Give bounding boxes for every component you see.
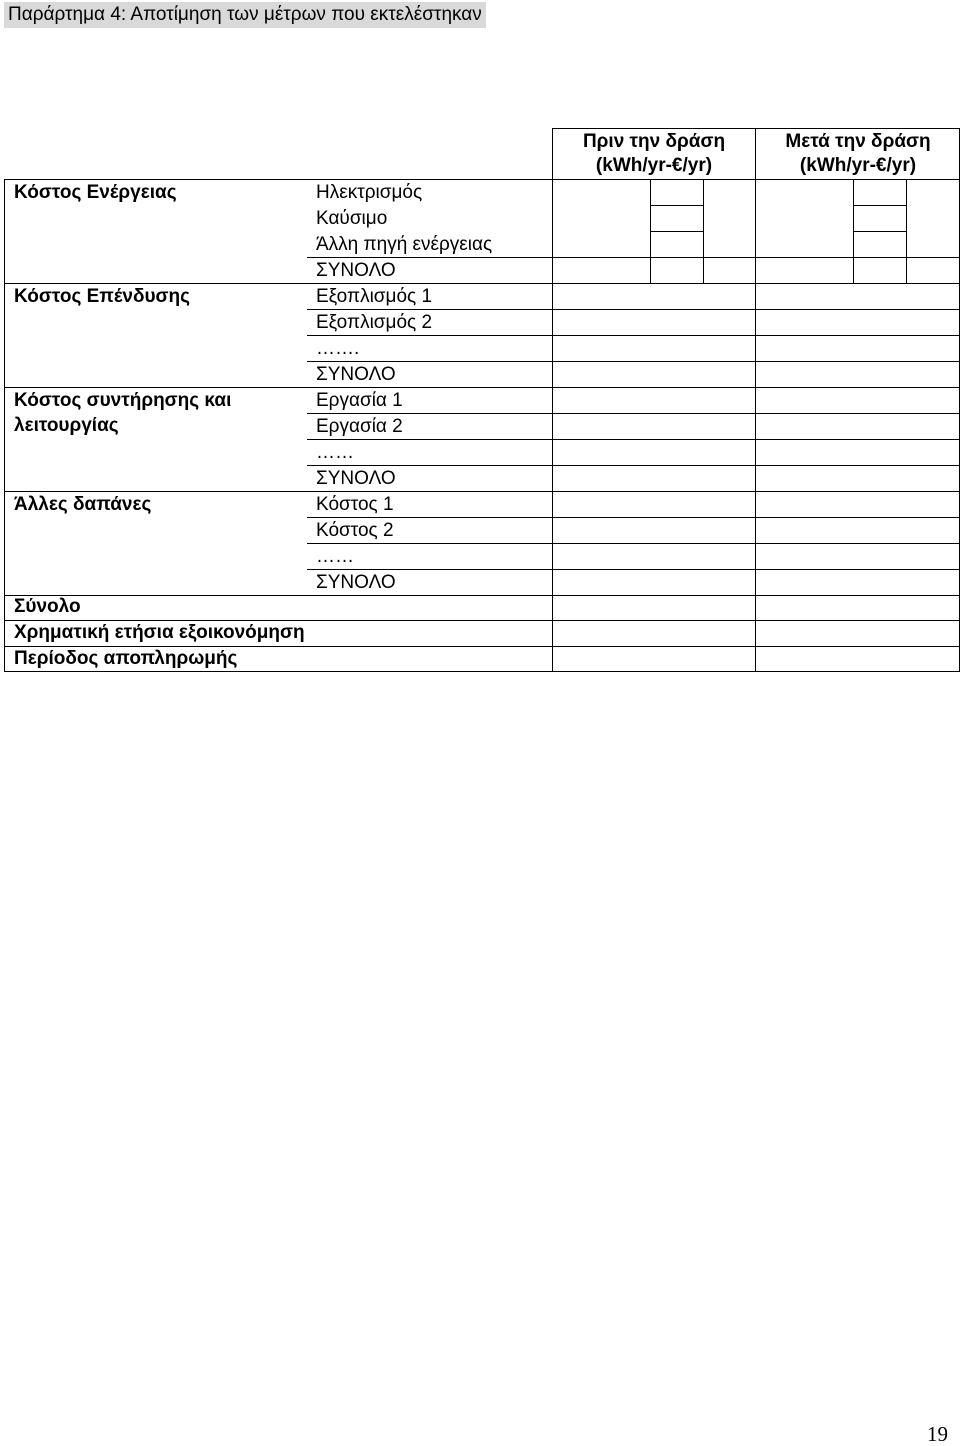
item-other-3: ……	[316, 546, 354, 567]
row-divider	[307, 543, 960, 544]
row-divider	[307, 361, 960, 362]
column-header-before-line2: (kWh/yr-€/yr)	[595, 155, 713, 176]
item-maintenance-2: Εργασία 2	[316, 416, 403, 437]
row-divider	[853, 231, 906, 232]
column-divider	[755, 128, 756, 672]
item-energy-total: ΣΥΝΟΛΟ	[316, 260, 396, 281]
item-other-total: ΣΥΝΟΛΟ	[316, 572, 396, 593]
column-header-before-line1: Πριν την δράση	[582, 131, 726, 152]
row-divider	[307, 465, 960, 466]
item-energy-1: Ηλεκτρισμός	[316, 182, 423, 203]
item-energy-2: Καύσιμο	[316, 208, 388, 229]
row-divider	[650, 231, 703, 232]
total-row: Σύνολο	[14, 596, 81, 617]
annual-savings-row: Χρηματική ετήσια εξοικονόμηση	[14, 622, 305, 643]
group-label-maintenance-line2: λειτουργίας	[14, 415, 119, 436]
item-other-2: Κόστος 2	[316, 520, 394, 541]
row-divider	[4, 595, 960, 596]
row-divider	[650, 205, 703, 206]
item-investment-1: Εξοπλισμός 1	[316, 286, 433, 307]
item-other-1: Κόστος 1	[316, 494, 394, 515]
row-divider	[307, 413, 960, 414]
payback-period-row: Περίοδος αποπληρωμής	[14, 648, 238, 669]
item-investment-3: …….	[316, 338, 360, 359]
column-divider	[703, 179, 704, 283]
item-maintenance-total: ΣΥΝΟΛΟ	[316, 468, 396, 489]
column-header-after	[756, 130, 960, 178]
table-value-area	[552, 128, 960, 672]
row-divider	[853, 205, 906, 206]
group-label-maintenance-line1: Κόστος συντήρησης και	[14, 390, 232, 411]
group-label-other: Άλλες δαπάνες	[14, 494, 152, 515]
page-title: Παράρτημα 4: Αποτίμηση των μέτρων που εκτελέστηκαν	[4, 2, 486, 28]
row-divider	[307, 439, 960, 440]
item-investment-total: ΣΥΝΟΛΟ	[316, 364, 396, 385]
column-header-before	[553, 130, 755, 178]
group-label-energy: Κόστος Ενέργειας	[14, 182, 177, 203]
item-energy-3: Άλλη πηγή ενέργειας	[316, 234, 493, 255]
page-number: 19	[927, 1422, 948, 1446]
item-investment-2: Εξοπλισμός 2	[316, 312, 433, 333]
column-divider	[853, 179, 854, 283]
row-divider	[307, 517, 960, 518]
column-header-after-line2: (kWh/yr-€/yr)	[799, 155, 917, 176]
column-header-after-line1: Μετά την δράση	[785, 131, 931, 152]
column-divider	[650, 179, 651, 283]
group-label-investment: Κόστος Επένδυσης	[14, 286, 191, 307]
item-maintenance-3: ……	[316, 442, 354, 463]
item-maintenance-1: Εργασία 1	[316, 390, 403, 411]
row-divider	[307, 569, 960, 570]
column-divider	[906, 179, 907, 283]
